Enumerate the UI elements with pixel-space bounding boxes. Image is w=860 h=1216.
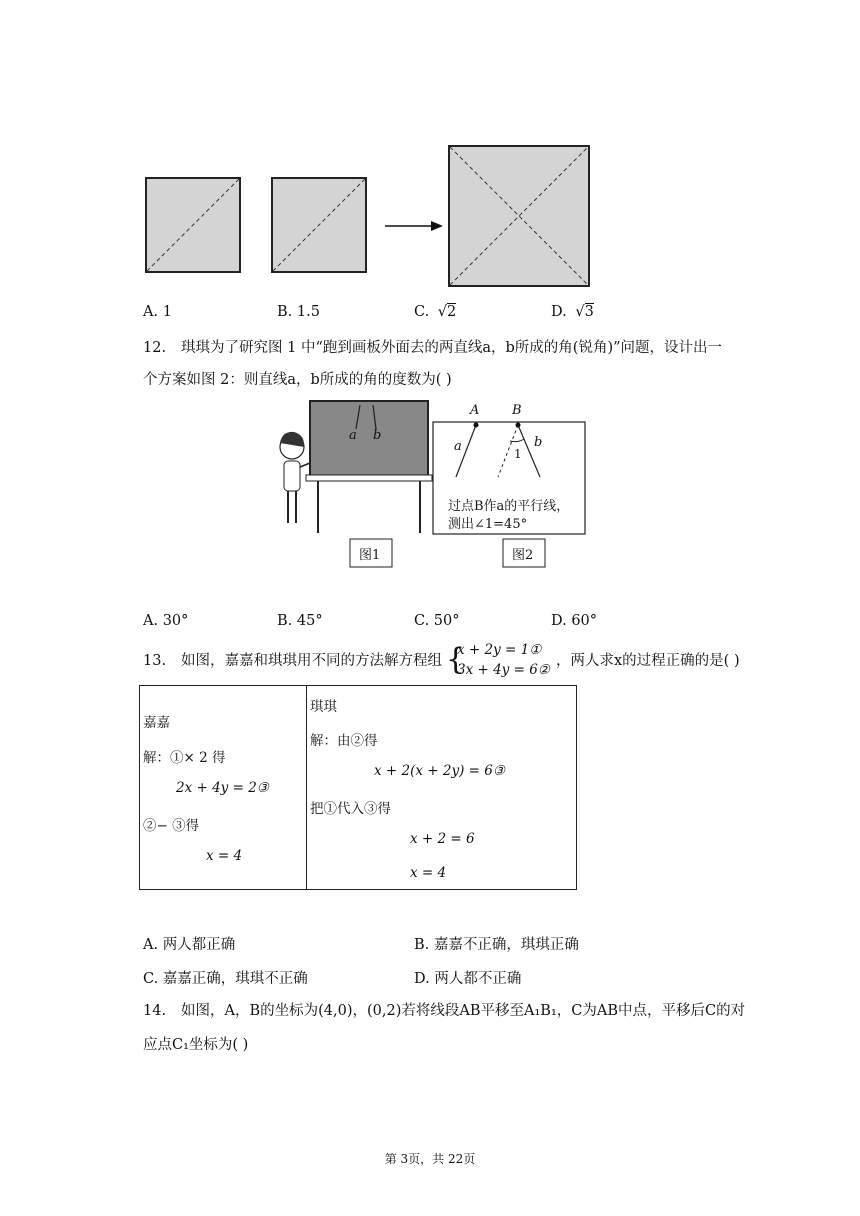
figure-2-caption: 图2 xyxy=(512,548,534,563)
q13-option-d[interactable]: D. 两人都不正确 xyxy=(414,971,522,987)
q11-option-d[interactable] xyxy=(551,304,594,320)
q13-equation-1: x + 2y = 1① xyxy=(457,642,542,658)
left-cell-step3: ②− ③得 xyxy=(143,818,200,834)
q13-option-b[interactable]: B. 嘉嘉不正确，琪琪正确 xyxy=(414,937,579,953)
q14-text-line1: 如图，A，B的坐标为(4,0)，(0,2)若将线段AB平移至A₁B₁，C为AB中点，平移后C的对 xyxy=(181,1003,746,1019)
q13-option-a[interactable]: A. 两人都正确 xyxy=(143,937,236,953)
right-cell-name: 琪琪 xyxy=(310,699,337,715)
left-cell-name: 嘉嘉 xyxy=(143,715,170,731)
arrow-right-icon xyxy=(385,218,445,234)
q12-text-line1: 琪琪为了研究图 1 中“跑到画板外面去的两直线a，b所成的角(锐角)”问题，设计出一 xyxy=(181,340,723,356)
q12-option-b[interactable]: B. 45° xyxy=(277,613,323,629)
fig2-note-line2: 测出∠1=45° xyxy=(448,517,528,532)
q12-figure xyxy=(270,395,600,575)
q13-intro: 如图，嘉嘉和琪琪用不同的方法解方程组 xyxy=(181,653,442,669)
fig1-line-a-label: a xyxy=(349,428,357,443)
fig2-note-line1: 过点B作a的平行线， xyxy=(448,499,570,514)
q13-tail: ，两人求x的过程正确的是( ) xyxy=(556,653,740,669)
figure-1-caption: 图1 xyxy=(359,548,381,563)
small-square-1 xyxy=(145,177,241,273)
q12-option-d[interactable]: D. 60° xyxy=(551,613,598,629)
q13-equation-2: 3x + 4y = 6② xyxy=(457,662,550,678)
q11-option-d-label: D. xyxy=(551,304,572,320)
fig2-point-b-label: B xyxy=(512,403,522,418)
page-footer: 第 3页，共 22页 xyxy=(384,1152,476,1166)
q11-option-c-radicand: 2 xyxy=(447,304,457,320)
right-cell-step1: 解：由②得 xyxy=(310,733,378,749)
fig2-angle-label: 1 xyxy=(514,447,522,461)
right-cell-step3: 把①代入③得 xyxy=(310,801,391,817)
figure-1-illustration xyxy=(270,395,600,575)
large-square xyxy=(448,145,590,287)
q11-option-c[interactable] xyxy=(414,304,456,320)
q12-number: 12. xyxy=(143,340,167,356)
right-cell-step4: x + 2 = 6 xyxy=(410,831,475,847)
fig2-point-a-label: A xyxy=(470,403,480,418)
sqrt-icon: √ xyxy=(437,304,448,320)
left-cell-step1: 解：①× 2 得 xyxy=(143,750,226,766)
fig1-line-b-label: b xyxy=(373,428,382,443)
q13-number: 13. xyxy=(143,653,167,669)
table-divider xyxy=(306,686,307,889)
q13-solution-table xyxy=(139,685,577,890)
q12-text-line2: 个方案如图 2：则直线a，b所成的角的度数为( ) xyxy=(143,372,452,388)
q11-option-d-radicand: 3 xyxy=(584,304,594,320)
small-square-2 xyxy=(271,177,367,273)
q11-figure xyxy=(140,140,600,290)
q11-option-b[interactable]: B. 1.5 xyxy=(277,304,320,320)
right-cell-step5: x = 4 xyxy=(410,865,447,881)
q13-option-c[interactable]: C. 嘉嘉正确，琪琪不正确 xyxy=(143,971,308,987)
equation-brace-icon: { xyxy=(446,642,466,677)
sqrt-icon: √ xyxy=(575,304,585,320)
q12-option-c[interactable]: C. 50° xyxy=(414,613,460,629)
left-cell-step4: x = 4 xyxy=(206,848,243,864)
left-cell-step2: 2x + 4y = 2③ xyxy=(176,780,269,796)
q14-number: 14. xyxy=(143,1003,167,1019)
q11-option-c-label: C. xyxy=(414,304,434,320)
fig2-line-b-label: b xyxy=(534,435,543,450)
q12-option-a[interactable]: A. 30° xyxy=(143,613,189,629)
right-cell-step2: x + 2(x + 2y) = 6③ xyxy=(374,763,505,779)
q14-text-line2: 应点C₁坐标为( ) xyxy=(143,1037,249,1053)
fig2-line-a-label: a xyxy=(454,439,462,454)
q11-option-a[interactable]: A. 1 xyxy=(143,304,172,320)
